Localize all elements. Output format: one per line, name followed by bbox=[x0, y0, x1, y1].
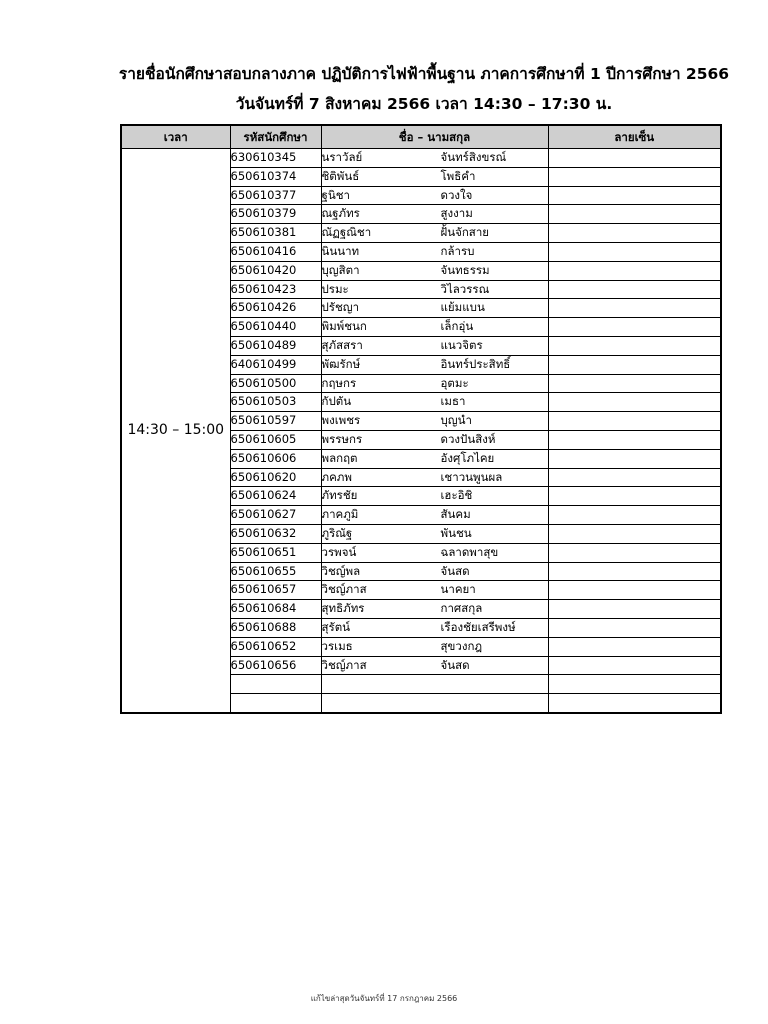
student-name-cell bbox=[321, 430, 548, 449]
signature-cell[interactable] bbox=[548, 393, 721, 412]
signature-cell[interactable] bbox=[548, 543, 721, 562]
student-name-cell bbox=[321, 318, 548, 337]
first-name: กัปตัน bbox=[321, 394, 352, 409]
first-name: ณัฏฐณิชา bbox=[321, 225, 372, 240]
signature-cell[interactable] bbox=[548, 280, 721, 299]
student-id-cell: 650610489 bbox=[230, 336, 321, 355]
student-id-cell: 650610655 bbox=[230, 562, 321, 581]
student-id-cell: 650610423 bbox=[230, 280, 321, 299]
last-name: สันคม bbox=[440, 507, 471, 522]
first-name: วรเมธ bbox=[321, 638, 353, 653]
student-id-cell: 650610381 bbox=[230, 224, 321, 243]
student-id-cell: 650610684 bbox=[230, 600, 321, 619]
student-id-cell: 650610657 bbox=[230, 581, 321, 600]
student-name-cell bbox=[321, 524, 548, 543]
signature-cell[interactable] bbox=[548, 299, 721, 318]
signature-cell[interactable] bbox=[548, 242, 721, 261]
signature-cell[interactable] bbox=[548, 694, 721, 713]
signature-cell[interactable] bbox=[548, 656, 721, 675]
student-name-cell bbox=[321, 618, 548, 637]
student-name-cell bbox=[321, 694, 548, 713]
student-name-cell bbox=[321, 449, 548, 468]
signature-cell[interactable] bbox=[548, 449, 721, 468]
first-name: ปรัชญา bbox=[321, 300, 360, 315]
last-name: โพธิคำ bbox=[440, 168, 476, 183]
student-id-cell: 650610652 bbox=[230, 637, 321, 656]
signature-cell[interactable] bbox=[548, 261, 721, 280]
first-name: พัฒรักษ์ bbox=[321, 356, 361, 371]
student-name-cell bbox=[321, 299, 548, 318]
last-name: บุญนำ bbox=[440, 413, 472, 428]
first-name: พิมพ์ชนก bbox=[321, 319, 367, 334]
table-body bbox=[121, 149, 721, 713]
last-name: แนวจิตร bbox=[440, 337, 483, 352]
student-id-cell: 640610499 bbox=[230, 355, 321, 374]
student-name-cell bbox=[321, 186, 548, 205]
last-name: วิไลวรรณ bbox=[440, 281, 490, 296]
signature-cell[interactable] bbox=[548, 149, 721, 168]
signature-cell[interactable] bbox=[548, 224, 721, 243]
student-name-cell bbox=[321, 205, 548, 224]
last-name: เฮะอิชิ bbox=[440, 488, 473, 503]
last-name: พันชน bbox=[440, 525, 472, 540]
last-name: กล้ารบ bbox=[440, 243, 475, 258]
student-name-cell bbox=[321, 543, 548, 562]
student-id-cell: 650610379 bbox=[230, 205, 321, 224]
signature-cell[interactable] bbox=[548, 675, 721, 694]
last-name: เรืองชัยเสรีพงษ์ bbox=[440, 619, 516, 634]
last-name: จันสด bbox=[440, 657, 470, 672]
last-name: แย้มแบน bbox=[440, 300, 485, 315]
student-name-cell bbox=[321, 675, 548, 694]
last-name: สูงงาม bbox=[440, 206, 473, 221]
student-id-cell: 650610503 bbox=[230, 393, 321, 412]
first-name: กฤษกร bbox=[321, 375, 357, 390]
student-name-cell bbox=[321, 637, 548, 656]
last-name: เล็กอุ่น bbox=[440, 319, 474, 334]
student-id-cell: 650610426 bbox=[230, 299, 321, 318]
signature-cell[interactable] bbox=[548, 186, 721, 205]
document-title: รายชื่อนักศึกษาสอบกลางภาค ปฏิบัติการไฟฟ้าพื้นฐาน ภาคการศึกษาที่ 1 ปีการศึกษา 2566 bbox=[118, 65, 730, 83]
first-name: สุทธิภัทร bbox=[321, 601, 365, 616]
student-name-cell bbox=[321, 562, 548, 581]
last-name: อินทร์ประสิทธิ์ bbox=[440, 356, 511, 371]
last-name: ดวงปันสิงห์ bbox=[440, 431, 496, 446]
document-subtitle-date-time: วันจันทร์ที่ 7 สิงหาคม 2566 เวลา 14:30 – 17:30 น. bbox=[235, 95, 613, 113]
student-name-cell bbox=[321, 412, 548, 431]
signature-cell[interactable] bbox=[548, 600, 721, 619]
last-name: เมธา bbox=[440, 394, 466, 409]
first-name: สุภัสสรา bbox=[321, 337, 363, 352]
signature-cell[interactable] bbox=[548, 468, 721, 487]
student-name-cell bbox=[321, 336, 548, 355]
last-name: อังศุโภไคย bbox=[440, 450, 495, 465]
student-name-cell bbox=[321, 242, 548, 261]
student-id-cell: 650610440 bbox=[230, 318, 321, 337]
signature-cell[interactable] bbox=[548, 487, 721, 506]
first-name: ฐนิชา bbox=[321, 187, 350, 202]
first-name: พงเพชร bbox=[321, 413, 361, 428]
header-name: ชื่อ – นามสกุล bbox=[321, 125, 548, 149]
last-name: ฉลาดพาสุข bbox=[440, 544, 499, 559]
signature-cell[interactable] bbox=[548, 430, 721, 449]
student-name-cell bbox=[321, 581, 548, 600]
student-name-cell bbox=[321, 280, 548, 299]
first-name: ภูริณัฐ bbox=[321, 525, 353, 540]
table-header-row bbox=[121, 125, 721, 149]
student-id-cell: 650610688 bbox=[230, 618, 321, 637]
student-name-cell bbox=[321, 355, 548, 374]
student-id-cell: 650610605 bbox=[230, 430, 321, 449]
first-name: บุญสิตา bbox=[321, 262, 360, 277]
first-name: วิชญ์ภาส bbox=[321, 657, 367, 672]
student-id-cell: 650610416 bbox=[230, 242, 321, 261]
first-name: ปรมะ bbox=[321, 281, 349, 296]
signature-cell[interactable] bbox=[548, 205, 721, 224]
student-id-cell: 650610597 bbox=[230, 412, 321, 431]
student-id-cell: 650610420 bbox=[230, 261, 321, 280]
student-id-cell: 650610624 bbox=[230, 487, 321, 506]
signature-cell[interactable] bbox=[548, 336, 721, 355]
student-name-cell bbox=[321, 656, 548, 675]
last-name: เชาวนพูนผล bbox=[440, 469, 503, 484]
signature-cell[interactable] bbox=[548, 506, 721, 525]
student-id-cell: 650610374 bbox=[230, 167, 321, 186]
last-name: จันสด bbox=[440, 563, 470, 578]
time-slot-cell: 14:30 – 15:00 bbox=[121, 149, 230, 713]
first-name: วิชญ์ภาส bbox=[321, 582, 367, 597]
student-id-cell: 650610656 bbox=[230, 656, 321, 675]
student-id-cell: 650610627 bbox=[230, 506, 321, 525]
signature-cell[interactable] bbox=[548, 412, 721, 431]
student-name-cell bbox=[321, 393, 548, 412]
first-name: ภคภพ bbox=[321, 469, 352, 484]
student-id-cell bbox=[230, 694, 321, 713]
first-name: พรรษกร bbox=[321, 431, 363, 446]
last-name: จันทร์สิงขรณ์ bbox=[440, 150, 507, 164]
student-id-cell: 650610632 bbox=[230, 524, 321, 543]
student-roster-table bbox=[120, 124, 722, 714]
signature-cell[interactable] bbox=[548, 562, 721, 581]
first-name: ภัทรชัย bbox=[321, 488, 358, 503]
last-updated-footer: แก้ไขล่าสุดวันจันทร์ที่ 17 กรกฎาคม 2566 bbox=[310, 994, 458, 1003]
header-signature: ลายเซ็น bbox=[548, 125, 721, 149]
student-name-cell bbox=[321, 468, 548, 487]
signature-cell[interactable] bbox=[548, 318, 721, 337]
signature-cell[interactable] bbox=[548, 374, 721, 393]
student-name-cell bbox=[321, 600, 548, 619]
last-name: สุขวงกฎ bbox=[440, 638, 483, 653]
student-id-cell: 650610500 bbox=[230, 374, 321, 393]
signature-cell[interactable] bbox=[548, 637, 721, 656]
first-name: วรพจน์ bbox=[321, 544, 357, 559]
student-name-cell bbox=[321, 374, 548, 393]
student-id-cell: 630610345 bbox=[230, 149, 321, 168]
signature-cell[interactable] bbox=[548, 618, 721, 637]
first-name: พลกฤต bbox=[321, 450, 358, 465]
first-name: นินนาท bbox=[321, 243, 360, 258]
first-name: นราวัลย์ bbox=[321, 150, 363, 164]
last-name: จันทธรรม bbox=[440, 262, 490, 277]
student-name-cell bbox=[321, 487, 548, 506]
last-name: ฝั้นจักสาย bbox=[440, 225, 490, 240]
last-name: กาศสกุล bbox=[440, 601, 483, 616]
table-row bbox=[121, 149, 721, 168]
header-student-id: รหัสนักศึกษา bbox=[230, 125, 321, 149]
student-id-cell: 650610620 bbox=[230, 468, 321, 487]
first-name: ภาคภูมิ bbox=[321, 507, 359, 522]
last-name: นาคยา bbox=[440, 582, 476, 597]
student-name-cell bbox=[321, 224, 548, 243]
signature-cell[interactable] bbox=[548, 581, 721, 600]
student-id-cell: 650610377 bbox=[230, 186, 321, 205]
header-time: เวลา bbox=[121, 125, 230, 149]
signature-cell[interactable] bbox=[548, 167, 721, 186]
last-name: อุตมะ bbox=[440, 375, 469, 390]
student-name-cell bbox=[321, 261, 548, 280]
signature-cell[interactable] bbox=[548, 524, 721, 543]
student-id-cell: 650610606 bbox=[230, 449, 321, 468]
student-id-cell bbox=[230, 675, 321, 694]
first-name: ชิติพันธ์ bbox=[321, 168, 360, 183]
student-name-cell bbox=[321, 167, 548, 186]
first-name: สุรัตน์ bbox=[321, 619, 351, 634]
student-id-cell: 650610651 bbox=[230, 543, 321, 562]
first-name: วิชญ์พล bbox=[321, 563, 361, 578]
first-name: ณฐภัทร bbox=[321, 206, 360, 221]
last-name: ดวงใจ bbox=[440, 187, 473, 202]
student-name-cell bbox=[321, 149, 548, 168]
signature-cell[interactable] bbox=[548, 355, 721, 374]
student-name-cell bbox=[321, 506, 548, 525]
